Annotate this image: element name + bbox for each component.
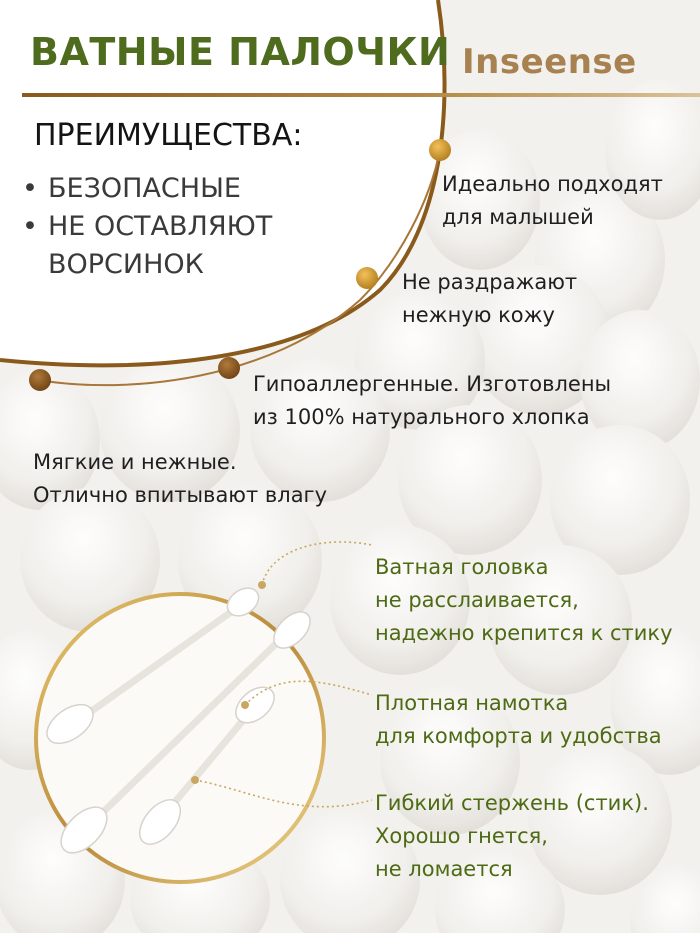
feature-soft <box>33 446 327 512</box>
feature-line: нежную кожу <box>402 303 555 327</box>
feature-skin <box>402 266 577 332</box>
advantage-item: • БЕЗОПАСНЫЕ <box>22 170 272 208</box>
detail-line: Ватная головка <box>375 555 549 579</box>
feature-line: Отлично впитывают влагу <box>33 483 328 507</box>
advantages-heading: ПРЕИМУЩЕСТВА: <box>34 118 303 153</box>
feature-babies <box>442 168 663 234</box>
detail-stick <box>375 787 649 886</box>
detail-line: надежно крепится к стику <box>375 621 673 645</box>
feature-dot <box>29 369 51 391</box>
advantage-item: ВОРСИНОК <box>48 249 204 280</box>
detail-line: Плотная намотка <box>375 691 569 715</box>
detail-line: Гибкий стержень (стик). <box>375 791 649 815</box>
feature-dot <box>218 357 240 379</box>
feature-line: Идеально подходят <box>442 172 663 196</box>
title-rule <box>22 93 700 97</box>
brand-logo: Inseense <box>462 42 637 82</box>
callout-dot <box>191 776 199 784</box>
feature-dot <box>356 267 378 289</box>
advantages-list <box>22 170 272 284</box>
feature-line: Мягкие и нежные. <box>33 450 237 474</box>
feature-dot <box>429 139 451 161</box>
feature-line: для малышей <box>442 205 594 229</box>
detail-line: не расслаивается, <box>375 588 579 612</box>
advantage-item: • НЕ ОСТАВЛЯЮТ <box>22 208 272 246</box>
detail-line: Хорошо гнется, <box>375 824 548 848</box>
feature-line: Не раздражают <box>402 270 578 294</box>
detail-line: не ломается <box>375 857 513 881</box>
callout-dot <box>258 581 266 589</box>
callout-dot <box>241 701 249 709</box>
page-title: ВАТНЫЕ ПАЛОЧКИ <box>30 30 451 74</box>
detail-line: для комфорта и удобства <box>375 724 662 748</box>
feature-line: Гипоаллергенные. Изготовлены <box>253 372 612 396</box>
detail-winding <box>375 687 662 753</box>
detail-head <box>375 551 673 650</box>
feature-hypoallergenic <box>253 368 611 434</box>
feature-line: из 100% натурального хлопка <box>253 405 590 429</box>
